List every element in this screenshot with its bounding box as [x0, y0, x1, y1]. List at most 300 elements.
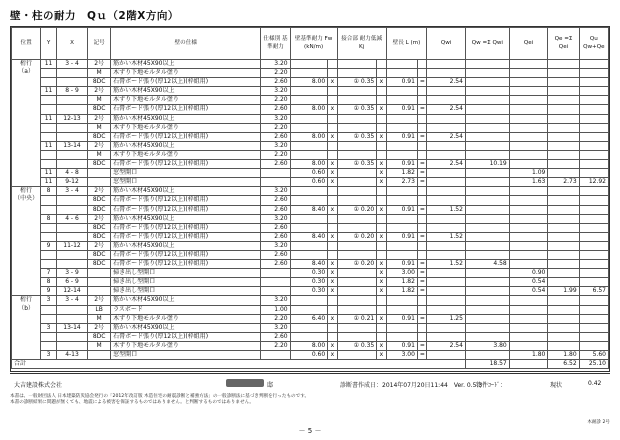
cell-m1	[328, 196, 337, 205]
cell-qu	[579, 214, 608, 223]
header-qei: Qei	[509, 28, 548, 60]
cell-qei	[509, 214, 548, 223]
cell-qei	[509, 78, 548, 87]
cell-qei	[509, 232, 548, 241]
cell-sym: 8DC	[88, 223, 111, 232]
cell-len	[386, 69, 417, 78]
cell-qu	[579, 114, 608, 123]
cell-sym: 2号	[88, 323, 111, 332]
cell-x	[56, 132, 87, 141]
cell-m3: =	[417, 341, 426, 350]
cell-y	[41, 69, 57, 78]
note-line: 本書の診断結果に問題が無くても、地震による被害を保証するものではありません。と判断するものではありません。	[10, 400, 255, 405]
cell-m3	[417, 96, 426, 105]
cell-qw	[465, 223, 509, 232]
cell-qwi	[427, 287, 466, 296]
cell-qu	[579, 132, 608, 141]
cell-fw	[290, 196, 328, 205]
header-qu: Qu Qw+Qe	[579, 28, 608, 60]
cell-qe	[548, 160, 579, 169]
cell-qe	[548, 269, 579, 278]
table-row	[12, 78, 609, 87]
cell-x	[56, 96, 87, 105]
cell-m2	[377, 305, 386, 314]
cell-spec: 木ずり下地モルタル塗り	[111, 150, 261, 159]
cell-kj	[337, 114, 377, 123]
cell-qwi	[427, 150, 466, 159]
cell-len	[386, 214, 417, 223]
cell-base: 2.60	[261, 260, 290, 269]
cell-qu	[579, 141, 608, 150]
header-fw: 壁基準耐力 Fw (kN/m)	[290, 28, 337, 60]
cell-qwi	[427, 278, 466, 287]
cell-base: 3.20	[261, 114, 290, 123]
cell-kj	[337, 305, 377, 314]
cell-fw	[290, 214, 328, 223]
cell-m3	[417, 196, 426, 205]
cell-fw: 8.40	[290, 232, 328, 241]
cell-y	[41, 123, 57, 132]
cell-sym: 8DC	[88, 332, 111, 341]
cell-y	[41, 132, 57, 141]
cell-x	[56, 314, 87, 323]
cell-qw	[465, 132, 509, 141]
cell-len: 1.82	[386, 169, 417, 178]
cell-sym: LB	[88, 305, 111, 314]
cell-qe	[548, 141, 579, 150]
cell-qw	[465, 296, 509, 305]
cell-m1	[328, 323, 337, 332]
cell-spec: 筋かい木材45X90以上	[111, 187, 261, 196]
cell-y	[41, 260, 57, 269]
cell-fw	[290, 296, 328, 305]
cell-qw	[465, 96, 509, 105]
cell-m3: =	[417, 260, 426, 269]
cell-y	[41, 105, 57, 114]
cell-x	[56, 150, 87, 159]
cell-qe	[548, 169, 579, 178]
cell-spec: 石膏ボード張り(厚12以上)(枠組用)	[111, 160, 261, 169]
cell-kj	[337, 60, 377, 69]
cell-qe	[548, 305, 579, 314]
cell-m3: =	[417, 351, 426, 360]
header-wall-spec: 壁の仕様	[111, 28, 261, 60]
cell-spec: 掃き出し型開口	[111, 269, 261, 278]
cell-len: 0.91	[386, 260, 417, 269]
cell-base: 1.00	[261, 305, 290, 314]
header-qw: Qw =Σ Qwi	[465, 28, 509, 60]
cell-qei: 1.63	[509, 178, 548, 187]
cell-sym	[88, 169, 111, 178]
cell-qw	[465, 141, 509, 150]
cell-sym: M	[88, 150, 111, 159]
cell-m3	[417, 60, 426, 69]
cell-qwi: 1.52	[427, 260, 466, 269]
cell-m2	[377, 214, 386, 223]
cell-qwi	[427, 269, 466, 278]
cell-spec: 石膏ボード張り(厚12以上)(枠組用)	[111, 105, 261, 114]
cell-x: 9-12	[56, 178, 87, 187]
disclaimer-note	[10, 394, 610, 406]
cell-m3	[417, 332, 426, 341]
cell-qu	[579, 232, 608, 241]
cell-x: 3 - 4	[56, 60, 87, 69]
cell-m3: =	[417, 269, 426, 278]
cell-qei	[509, 160, 548, 169]
cell-kj: ① 0.35	[337, 160, 377, 169]
cell-m2	[377, 196, 386, 205]
cell-qe	[548, 296, 579, 305]
cell-kj	[337, 214, 377, 223]
total-qei-empty	[509, 360, 548, 369]
cell-m1	[328, 332, 337, 341]
total-label: 合計	[12, 360, 466, 369]
cell-m1: x	[328, 351, 337, 360]
cell-qe	[548, 232, 579, 241]
cell-len	[386, 60, 417, 69]
cell-len	[386, 123, 417, 132]
table-row	[12, 250, 609, 259]
cell-base	[261, 287, 290, 296]
cell-qe	[548, 332, 579, 341]
cell-len: 0.91	[386, 105, 417, 114]
table-row	[12, 205, 609, 214]
cell-base: 3.20	[261, 187, 290, 196]
cell-kj	[337, 187, 377, 196]
cell-qei	[509, 260, 548, 269]
table-row	[12, 96, 609, 105]
cell-spec: 石膏ボード張り(厚12以上)(枠組用)	[111, 260, 261, 269]
cell-y	[41, 314, 57, 323]
cell-sym	[88, 351, 111, 360]
cell-qei	[509, 250, 548, 259]
location-cell: 桁行 （a）	[12, 60, 41, 187]
cell-qei	[509, 87, 548, 96]
cell-sym: M	[88, 314, 111, 323]
cell-len	[386, 241, 417, 250]
cell-qw	[465, 105, 509, 114]
cell-y	[41, 196, 57, 205]
cell-sym: M	[88, 96, 111, 105]
cell-fw	[290, 96, 328, 105]
cell-m3	[417, 114, 426, 123]
cell-qu	[579, 60, 608, 69]
cell-base: 2.60	[261, 196, 290, 205]
cell-m3	[417, 323, 426, 332]
cell-qw	[465, 287, 509, 296]
cell-qw	[465, 178, 509, 187]
cell-spec: 筋かい木材45X90以上	[111, 60, 261, 69]
cell-qe	[548, 323, 579, 332]
cell-qe: 1.99	[548, 287, 579, 296]
cell-m2: x	[377, 132, 386, 141]
cell-x: 4 - 6	[56, 214, 87, 223]
cell-base: 2.60	[261, 223, 290, 232]
cell-qu	[579, 205, 608, 214]
cell-base	[261, 169, 290, 178]
cell-kj	[337, 150, 377, 159]
table-row	[12, 87, 609, 96]
cell-qe	[548, 114, 579, 123]
cell-m1	[328, 150, 337, 159]
cell-qe: 1.80	[548, 351, 579, 360]
cell-qw	[465, 78, 509, 87]
cell-m3	[417, 305, 426, 314]
cell-base: 3.20	[261, 323, 290, 332]
cell-sym	[88, 278, 111, 287]
cell-qwi: 2.54	[427, 105, 466, 114]
cell-qe	[548, 223, 579, 232]
cell-kj	[337, 287, 377, 296]
cell-sym	[88, 178, 111, 187]
cell-fw	[290, 114, 328, 123]
cell-qe	[548, 341, 579, 350]
cell-x	[56, 232, 87, 241]
cell-base: 2.60	[261, 250, 290, 259]
cell-qw	[465, 241, 509, 250]
cell-base: 2.20	[261, 69, 290, 78]
table-row	[12, 160, 609, 169]
cell-kj: ① 0.20	[337, 260, 377, 269]
cell-sym: 2号	[88, 60, 111, 69]
cell-y: 11	[41, 169, 57, 178]
cell-kj	[337, 69, 377, 78]
cell-y: 11	[41, 114, 57, 123]
cell-m2	[377, 96, 386, 105]
cell-y	[41, 305, 57, 314]
cell-qwi	[427, 187, 466, 196]
table-row	[12, 141, 609, 150]
cell-m2: x	[377, 178, 386, 187]
cell-fw	[290, 250, 328, 259]
table-row	[12, 332, 609, 341]
cell-len	[386, 305, 417, 314]
wall-strength-table	[11, 27, 609, 369]
cell-sym: 8DC	[88, 250, 111, 259]
cell-qu: 6.57	[579, 287, 608, 296]
cell-m2	[377, 69, 386, 78]
header-spec-base-strength: 仕様別 基準耐力	[261, 28, 290, 60]
cell-qu	[579, 160, 608, 169]
cell-len: 0.91	[386, 314, 417, 323]
cell-m2	[377, 114, 386, 123]
cell-qe	[548, 205, 579, 214]
total-qu: 25.10	[579, 360, 608, 369]
cell-len: 0.91	[386, 232, 417, 241]
cell-sym: 2号	[88, 87, 111, 96]
cell-m3	[417, 223, 426, 232]
cell-m2	[377, 296, 386, 305]
cell-m2	[377, 150, 386, 159]
table-row	[12, 69, 609, 78]
cell-sym: 8DC	[88, 78, 111, 87]
cell-x	[56, 105, 87, 114]
cell-m1	[328, 187, 337, 196]
cell-qe	[548, 278, 579, 287]
cell-y: 3	[41, 296, 57, 305]
cell-kj: ① 0.20	[337, 205, 377, 214]
cell-len: 0.91	[386, 341, 417, 350]
report-date: 診断書作成日：2014年07月20日11:44 Ver. 0.5.3	[340, 382, 483, 389]
cell-m3	[417, 187, 426, 196]
cell-m3: =	[417, 105, 426, 114]
cell-spec: 掃き出し型開口	[111, 287, 261, 296]
cell-base: 2.20	[261, 341, 290, 350]
cell-qei	[509, 141, 548, 150]
cell-qe	[548, 241, 579, 250]
cell-base: 3.20	[261, 241, 290, 250]
cell-sym	[88, 287, 111, 296]
table-row	[12, 314, 609, 323]
cell-sym: M	[88, 341, 111, 350]
cell-qei	[509, 341, 548, 350]
cell-y: 11	[41, 60, 57, 69]
header-y: Y	[41, 28, 57, 60]
cell-qu	[579, 105, 608, 114]
cell-qei	[509, 241, 548, 250]
cell-qwi	[427, 241, 466, 250]
cell-m3	[417, 87, 426, 96]
header-kj: 接合部 耐力低減 Kj	[337, 28, 386, 60]
cell-qw	[465, 150, 509, 159]
cell-qwi	[427, 96, 466, 105]
cell-qu	[579, 196, 608, 205]
cell-fw: 8.40	[290, 260, 328, 269]
cell-m2	[377, 87, 386, 96]
cell-qu	[579, 223, 608, 232]
table-row	[12, 296, 609, 305]
cell-qw	[465, 323, 509, 332]
cell-y	[41, 332, 57, 341]
cell-qu	[579, 78, 608, 87]
cell-y: 11	[41, 178, 57, 187]
cell-fw	[290, 141, 328, 150]
cell-qw	[465, 214, 509, 223]
cell-m1	[328, 141, 337, 150]
cell-kj	[337, 296, 377, 305]
cell-fw	[290, 332, 328, 341]
cell-len: 3.00	[386, 351, 417, 360]
cell-m2: x	[377, 169, 386, 178]
cell-qwi	[427, 141, 466, 150]
cell-qu	[579, 150, 608, 159]
client-suffix: 邸	[267, 382, 274, 389]
cell-spec: 筋かい木材45X90以上	[111, 323, 261, 332]
cell-qei: 0.54	[509, 278, 548, 287]
cell-qei	[509, 305, 548, 314]
cell-kj	[337, 250, 377, 259]
cell-len: 0.91	[386, 205, 417, 214]
company-name: 大吉建設株式会社	[14, 382, 63, 389]
cell-qu	[579, 87, 608, 96]
cell-len	[386, 187, 417, 196]
cell-spec: 石膏ボード張り(厚12以上)(枠組用)	[111, 196, 261, 205]
cell-qwi: 2.54	[427, 160, 466, 169]
cell-kj	[337, 323, 377, 332]
cell-spec: 石膏ボード張り(厚12以上)(枠組用)	[111, 205, 261, 214]
cell-fw	[290, 87, 328, 96]
cell-qu	[579, 341, 608, 350]
cell-base: 3.20	[261, 214, 290, 223]
cell-qei	[509, 187, 548, 196]
cell-m3: =	[417, 78, 426, 87]
cell-kj	[337, 196, 377, 205]
cell-spec: 掃き出し型開口	[111, 278, 261, 287]
cell-m1	[328, 60, 337, 69]
cell-spec: 石膏ボード張り(厚12以上)(枠組用)	[111, 232, 261, 241]
cell-qu	[579, 69, 608, 78]
cell-spec: 窓型開口	[111, 351, 261, 360]
cell-y	[41, 250, 57, 259]
cell-qw: 3.80	[465, 341, 509, 350]
cell-fw	[290, 323, 328, 332]
table-row	[12, 132, 609, 141]
cell-len	[386, 250, 417, 259]
page-number: － 5 －	[298, 427, 322, 435]
cell-qei	[509, 332, 548, 341]
cell-y: 8	[41, 214, 57, 223]
cell-sym: 2号	[88, 141, 111, 150]
cell-spec: 窓型開口	[111, 169, 261, 178]
cell-x	[56, 160, 87, 169]
cell-m1: x	[328, 105, 337, 114]
cell-qe	[548, 214, 579, 223]
cell-m1: x	[328, 260, 337, 269]
table-row	[12, 278, 609, 287]
cell-base	[261, 269, 290, 278]
cell-kj	[337, 351, 377, 360]
cell-qwi	[427, 87, 466, 96]
cell-fw	[290, 150, 328, 159]
cell-qw	[465, 250, 509, 259]
cell-base: 2.60	[261, 132, 290, 141]
cell-len	[386, 114, 417, 123]
cell-base	[261, 278, 290, 287]
cell-qu	[579, 250, 608, 259]
cell-qei	[509, 132, 548, 141]
cell-kj	[337, 178, 377, 187]
cell-m1	[328, 305, 337, 314]
cell-kj	[337, 96, 377, 105]
cell-qwi	[427, 305, 466, 314]
cell-qw	[465, 196, 509, 205]
cell-sym: 8DC	[88, 196, 111, 205]
cell-spec: 石膏ボード張り(厚12以上)(枠組用)	[111, 132, 261, 141]
cell-qw	[465, 205, 509, 214]
table-row	[12, 123, 609, 132]
cell-qe	[548, 87, 579, 96]
cell-kj: ① 0.35	[337, 132, 377, 141]
cell-y	[41, 205, 57, 214]
cell-y: 9	[41, 241, 57, 250]
cell-kj	[337, 332, 377, 341]
cell-len	[386, 323, 417, 332]
cell-qwi	[427, 214, 466, 223]
cell-kj	[337, 141, 377, 150]
cell-m1	[328, 96, 337, 105]
cell-qu	[579, 278, 608, 287]
cell-kj: ① 0.21	[337, 314, 377, 323]
cell-qwi	[427, 123, 466, 132]
cell-kj	[337, 223, 377, 232]
header-x: X	[56, 28, 87, 60]
cell-m3: =	[417, 132, 426, 141]
cell-base: 2.20	[261, 96, 290, 105]
cell-qwi: 1.25	[427, 314, 466, 323]
cell-y: 11	[41, 141, 57, 150]
cell-m1	[328, 241, 337, 250]
cell-sym	[88, 269, 111, 278]
